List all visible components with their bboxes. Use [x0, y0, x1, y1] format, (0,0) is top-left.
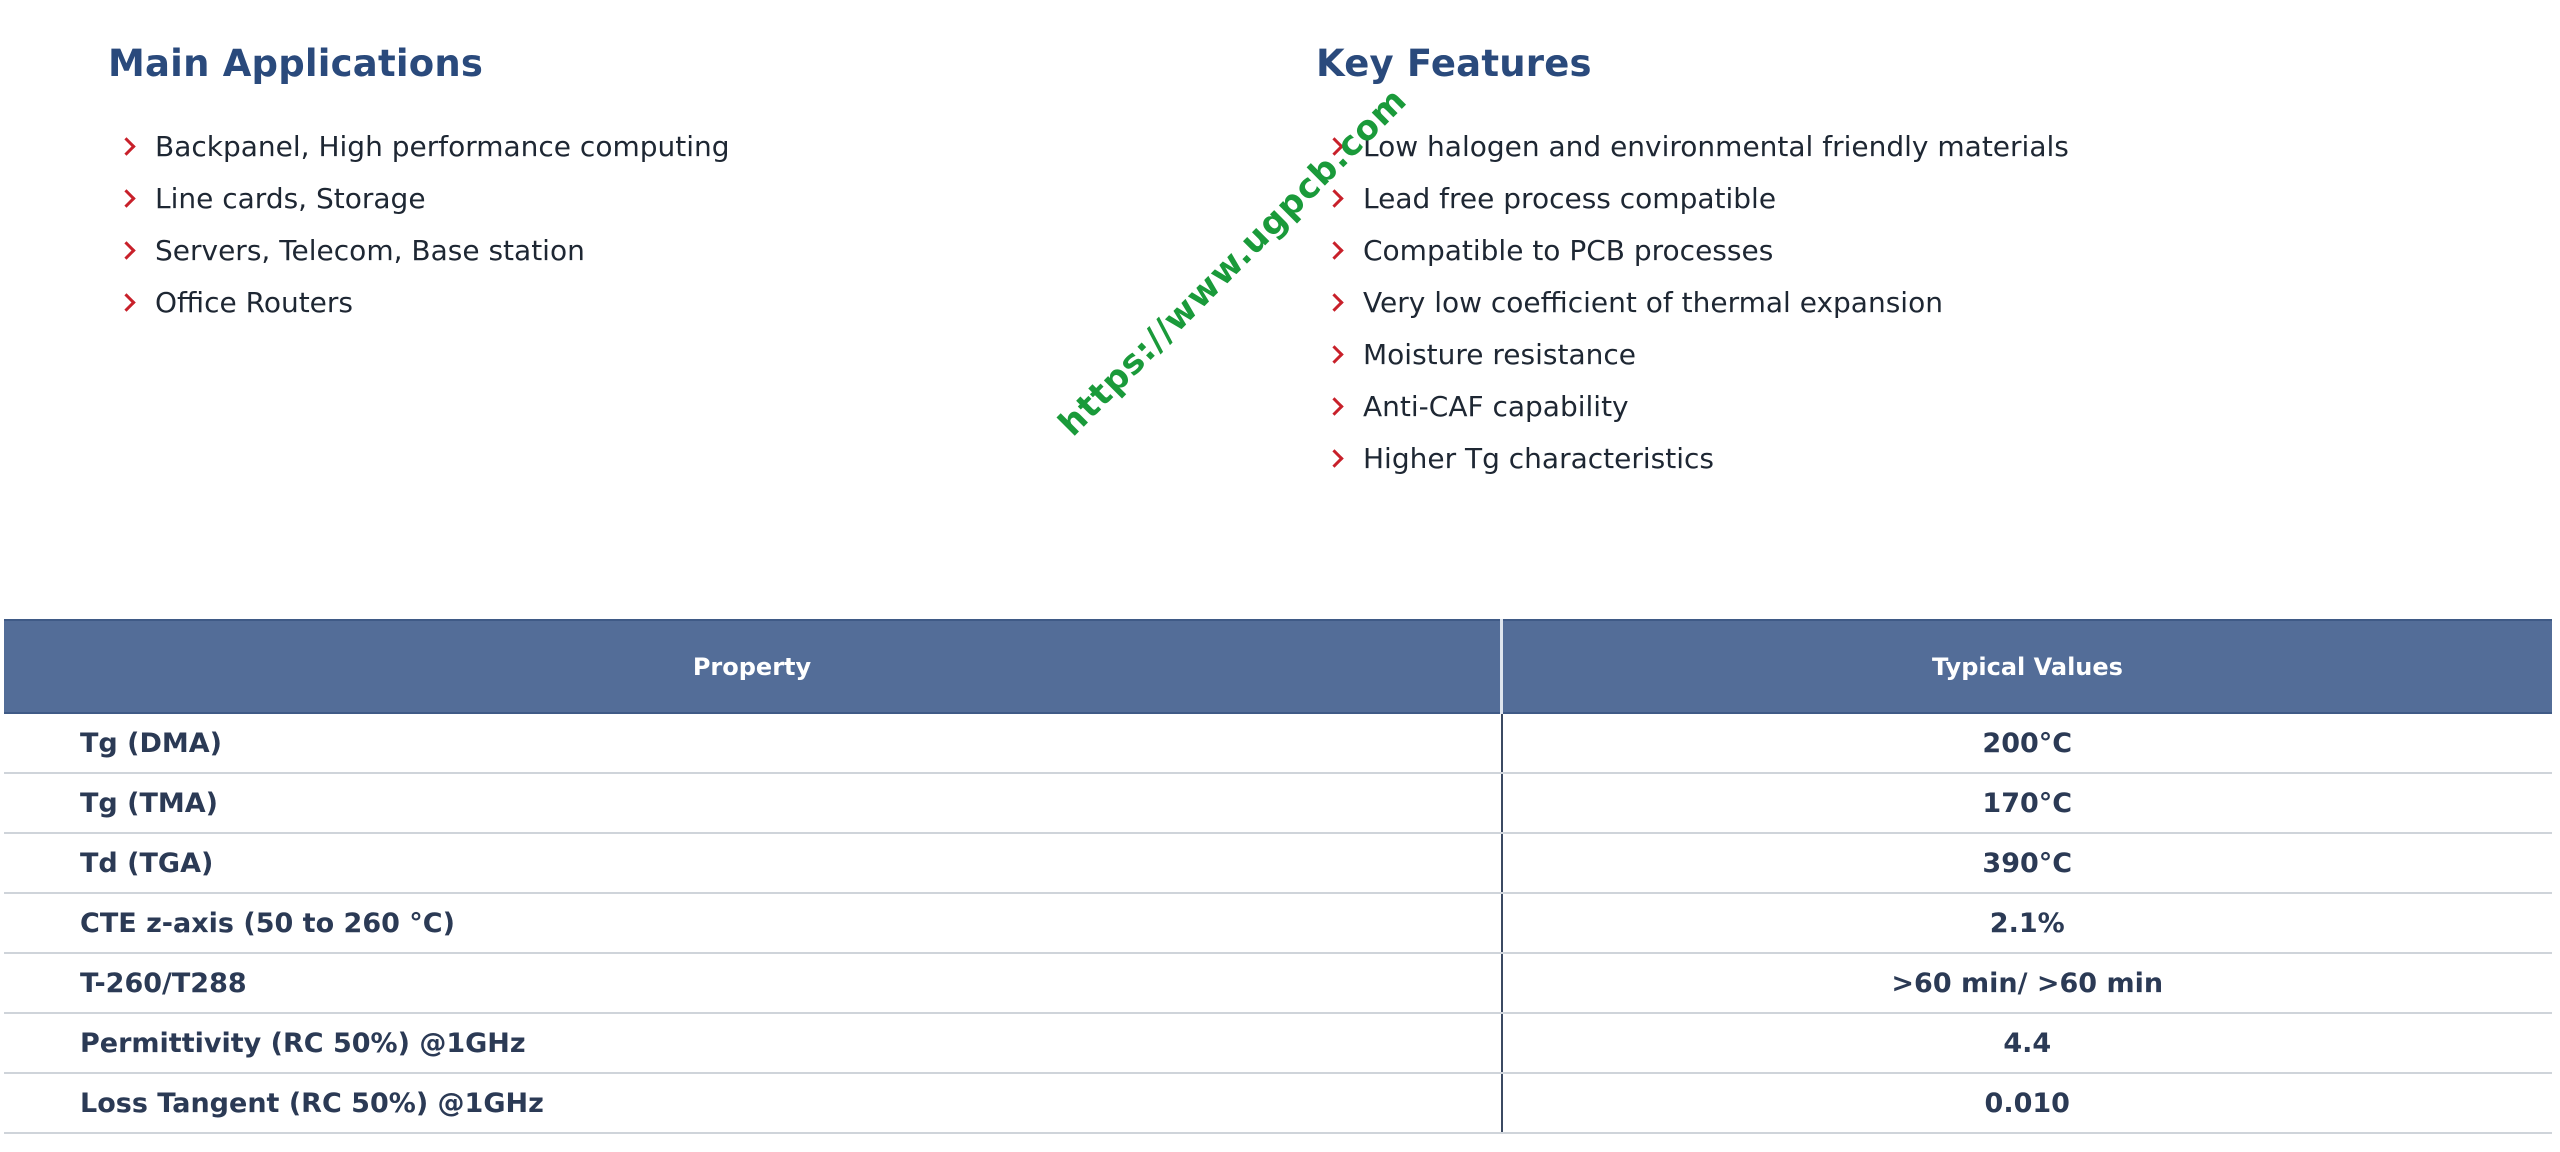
column-header-property: Property — [4, 620, 1502, 713]
main-applications-list — [108, 120, 730, 328]
chevron-right-icon — [117, 137, 135, 155]
key-features-title: Key Features — [1316, 42, 1592, 85]
table-row — [4, 833, 2552, 893]
property-cell: Permittivity (RC 50%) @1GHz — [4, 1013, 1502, 1073]
column-header-typical-values: Typical Values — [1502, 620, 2553, 713]
value-cell: 0.010 — [1502, 1073, 2553, 1133]
list-item — [108, 172, 730, 224]
list-item — [1316, 380, 2069, 432]
table-row — [4, 713, 2552, 773]
list-item — [1316, 224, 2069, 276]
list-item-label: Very low coefficient of thermal expansion — [1363, 285, 1943, 319]
list-item — [1316, 328, 2069, 380]
key-features-list — [1316, 120, 2069, 484]
list-item-label: Low halogen and environmental friendly materials — [1363, 129, 2069, 163]
value-cell: 200°C — [1502, 713, 2553, 773]
list-item — [1316, 172, 2069, 224]
list-item — [1316, 276, 2069, 328]
list-item-label: Anti-CAF capability — [1363, 389, 1629, 423]
chevron-right-icon — [1325, 345, 1343, 363]
list-item — [108, 224, 730, 276]
list-item — [108, 120, 730, 172]
value-cell: >60 min/ >60 min — [1502, 953, 2553, 1013]
value-cell: 2.1% — [1502, 893, 2553, 953]
list-item-label: Backpanel, High performance computing — [155, 129, 730, 163]
table-row — [4, 1073, 2552, 1133]
table-header-row — [4, 620, 2552, 713]
list-item-label: Lead free process compatible — [1363, 181, 1777, 215]
property-cell: Td (TGA) — [4, 833, 1502, 893]
list-item-label: Higher Tg characteristics — [1363, 441, 1714, 475]
list-item-label: Servers, Telecom, Base station — [155, 233, 585, 267]
table-row — [4, 1013, 2552, 1073]
list-item-label: Moisture resistance — [1363, 337, 1636, 371]
chevron-right-icon — [117, 293, 135, 311]
list-item-label: Line cards, Storage — [155, 181, 426, 215]
table-row — [4, 953, 2552, 1013]
list-item — [108, 276, 730, 328]
property-cell: Tg (TMA) — [4, 773, 1502, 833]
watermark-url: https://www.ugpcb.com — [1050, 80, 1415, 445]
main-applications-section — [108, 36, 730, 328]
list-item-label: Compatible to PCB processes — [1363, 233, 1774, 267]
list-item — [1316, 432, 2069, 484]
list-item — [1316, 120, 2069, 172]
main-applications-title: Main Applications — [108, 42, 484, 85]
value-cell: 390°C — [1502, 833, 2553, 893]
chevron-right-icon — [1325, 397, 1343, 415]
table-row — [4, 773, 2552, 833]
property-cell: T-260/T288 — [4, 953, 1502, 1013]
key-features-section — [1316, 36, 2069, 484]
chevron-right-icon — [117, 189, 135, 207]
property-cell: Loss Tangent (RC 50%) @1GHz — [4, 1073, 1502, 1133]
list-item-label: Office Routers — [155, 285, 354, 319]
chevron-right-icon — [1325, 241, 1343, 259]
chevron-right-icon — [1325, 293, 1343, 311]
chevron-right-icon — [117, 241, 135, 259]
chevron-right-icon — [1325, 449, 1343, 467]
property-cell: Tg (DMA) — [4, 713, 1502, 773]
value-cell: 170°C — [1502, 773, 2553, 833]
value-cell: 4.4 — [1502, 1013, 2553, 1073]
table-row — [4, 893, 2552, 953]
property-cell: CTE z-axis (50 to 260 °C) — [4, 893, 1502, 953]
properties-table — [4, 619, 2552, 1134]
